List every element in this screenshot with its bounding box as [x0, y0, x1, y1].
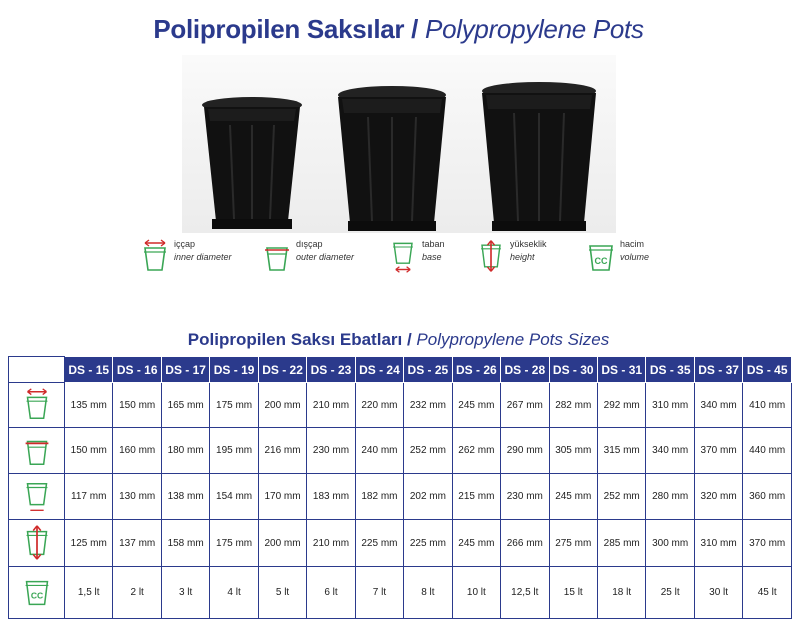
table-cell: 240 mm	[355, 428, 403, 474]
model-header: DS - 19	[210, 357, 258, 383]
model-header: DS - 37	[694, 357, 742, 383]
table-cell: 315 mm	[597, 428, 645, 474]
table-cell: 5 lt	[258, 567, 306, 619]
table-cell: 340 mm	[694, 383, 742, 428]
table-cell: 225 mm	[404, 520, 452, 567]
row-icon-cell	[9, 474, 65, 520]
legend-label-tr: hacim	[620, 239, 645, 249]
table-cell: 8 lt	[404, 567, 452, 619]
legend-label-tr: dışçap	[296, 239, 323, 249]
legend-label-tr: yükseklik	[510, 239, 547, 249]
table-cell: 3 lt	[161, 567, 209, 619]
table-cell: 158 mm	[161, 520, 209, 567]
table-cell: 1,5 lt	[65, 567, 113, 619]
outer-diameter-icon	[20, 432, 54, 470]
table-cell: 165 mm	[161, 383, 209, 428]
inner-diameter-icon	[20, 386, 54, 424]
row-icon-cell	[9, 383, 65, 428]
table-cell: 282 mm	[549, 383, 597, 428]
table-cell: 285 mm	[597, 520, 645, 567]
table-cell: 292 mm	[597, 383, 645, 428]
table-cell: 130 mm	[113, 474, 161, 520]
table-cell: 310 mm	[694, 520, 742, 567]
table-cell: 12,5 lt	[501, 567, 549, 619]
legend-label-en: inner diameter	[174, 252, 232, 262]
table-cell: 440 mm	[743, 428, 792, 474]
table-title-en: Polypropylene Pots Sizes	[416, 330, 610, 349]
table-cell: 137 mm	[113, 520, 161, 567]
table-corner	[9, 357, 65, 383]
table-cell: 15 lt	[549, 567, 597, 619]
table-row	[9, 428, 792, 474]
table-cell: 267 mm	[501, 383, 549, 428]
sizes-table	[8, 356, 792, 619]
model-header: DS - 28	[501, 357, 549, 383]
table-cell: 6 lt	[307, 567, 355, 619]
row-icon-cell	[9, 567, 65, 619]
model-header: DS - 23	[307, 357, 355, 383]
table-cell: 290 mm	[501, 428, 549, 474]
model-header: DS - 30	[549, 357, 597, 383]
model-header: DS - 22	[258, 357, 306, 383]
legend-label-en: outer diameter	[296, 252, 355, 262]
model-header: DS - 31	[597, 357, 645, 383]
table-cell: 340 mm	[646, 428, 694, 474]
table-cell: 280 mm	[646, 474, 694, 520]
table-cell: 135 mm	[65, 383, 113, 428]
table-cell: 10 lt	[452, 567, 500, 619]
volume-badge: CC	[30, 590, 43, 601]
volume-icon	[586, 238, 616, 274]
medium-pot	[336, 85, 448, 233]
table-row	[9, 474, 792, 520]
large-pot	[480, 81, 598, 233]
legend-item-inner-diameter	[140, 238, 232, 274]
table-title-tr: Polipropilen Saksı Ebatları /	[187, 330, 412, 349]
table-cell: 154 mm	[210, 474, 258, 520]
table-cell: 30 lt	[694, 567, 742, 619]
base-icon	[20, 478, 54, 516]
model-header: DS - 35	[646, 357, 694, 383]
model-header: DS - 25	[404, 357, 452, 383]
table-cell: 245 mm	[549, 474, 597, 520]
table-cell: 200 mm	[258, 383, 306, 428]
row-icon-cell	[9, 428, 65, 474]
table-row	[9, 567, 792, 619]
volume-badge: CC	[594, 256, 608, 266]
title-en: Polypropylene Pots	[425, 14, 644, 44]
table-cell: 360 mm	[743, 474, 792, 520]
model-header: DS - 15	[65, 357, 113, 383]
height-icon	[20, 524, 54, 562]
table-cell: 175 mm	[210, 520, 258, 567]
table-cell: 220 mm	[355, 383, 403, 428]
inner-diameter-icon	[140, 238, 170, 274]
legend-item-height	[476, 238, 547, 274]
table-cell: 216 mm	[258, 428, 306, 474]
table-row	[9, 383, 792, 428]
table-cell: 275 mm	[549, 520, 597, 567]
small-pot	[200, 95, 304, 233]
legend-item-base	[388, 238, 445, 274]
table-cell: 117 mm	[65, 474, 113, 520]
table-cell: 150 mm	[113, 383, 161, 428]
table-cell: 215 mm	[452, 474, 500, 520]
table-cell: 230 mm	[501, 474, 549, 520]
legend-label-en: volume	[620, 252, 650, 262]
legend-label-en: base	[422, 252, 442, 262]
table-cell: 310 mm	[646, 383, 694, 428]
outer-diameter-icon	[262, 238, 292, 274]
table-cell: 252 mm	[404, 428, 452, 474]
table-cell: 138 mm	[161, 474, 209, 520]
volume-icon	[20, 574, 54, 612]
table-cell: 262 mm	[452, 428, 500, 474]
model-header: DS - 26	[452, 357, 500, 383]
table-row	[9, 520, 792, 567]
table-cell: 370 mm	[694, 428, 742, 474]
table-cell: 202 mm	[404, 474, 452, 520]
model-header: DS - 16	[113, 357, 161, 383]
table-header-row	[9, 357, 792, 383]
table-cell: 252 mm	[597, 474, 645, 520]
table-cell: 150 mm	[65, 428, 113, 474]
table-cell: 195 mm	[210, 428, 258, 474]
table-cell: 200 mm	[258, 520, 306, 567]
table-title	[0, 330, 797, 350]
table-cell: 25 lt	[646, 567, 694, 619]
table-cell: 370 mm	[743, 520, 792, 567]
legend-label-en: height	[510, 252, 535, 262]
table-cell: 125 mm	[65, 520, 113, 567]
legend-label-tr: iççap	[174, 239, 196, 249]
pots-photo	[182, 55, 616, 233]
table-cell: 183 mm	[307, 474, 355, 520]
table-cell: 2 lt	[113, 567, 161, 619]
legend-item-outer-diameter	[262, 238, 354, 274]
legend-label-tr: taban	[422, 239, 445, 249]
title-tr: Polipropilen Saksılar /	[153, 14, 419, 44]
table-cell: 18 lt	[597, 567, 645, 619]
table-cell: 175 mm	[210, 383, 258, 428]
table-cell: 210 mm	[307, 383, 355, 428]
table-cell: 170 mm	[258, 474, 306, 520]
model-header: DS - 24	[355, 357, 403, 383]
row-icon-cell	[9, 520, 65, 567]
legend-item-volume	[586, 238, 649, 274]
table-cell: 245 mm	[452, 520, 500, 567]
table-cell: 230 mm	[307, 428, 355, 474]
table-cell: 305 mm	[549, 428, 597, 474]
table-cell: 182 mm	[355, 474, 403, 520]
table-cell: 410 mm	[743, 383, 792, 428]
table-cell: 300 mm	[646, 520, 694, 567]
base-icon	[388, 238, 418, 274]
table-cell: 320 mm	[694, 474, 742, 520]
legend	[0, 238, 797, 278]
table-cell: 225 mm	[355, 520, 403, 567]
table-cell: 160 mm	[113, 428, 161, 474]
height-icon	[476, 238, 506, 274]
table-cell: 7 lt	[355, 567, 403, 619]
model-header: DS - 45	[743, 357, 792, 383]
table-cell: 4 lt	[210, 567, 258, 619]
table-cell: 245 mm	[452, 383, 500, 428]
table-cell: 45 lt	[743, 567, 792, 619]
table-cell: 266 mm	[501, 520, 549, 567]
page-title	[0, 14, 797, 45]
table-cell: 232 mm	[404, 383, 452, 428]
table-cell: 210 mm	[307, 520, 355, 567]
model-header: DS - 17	[161, 357, 209, 383]
table-cell: 180 mm	[161, 428, 209, 474]
